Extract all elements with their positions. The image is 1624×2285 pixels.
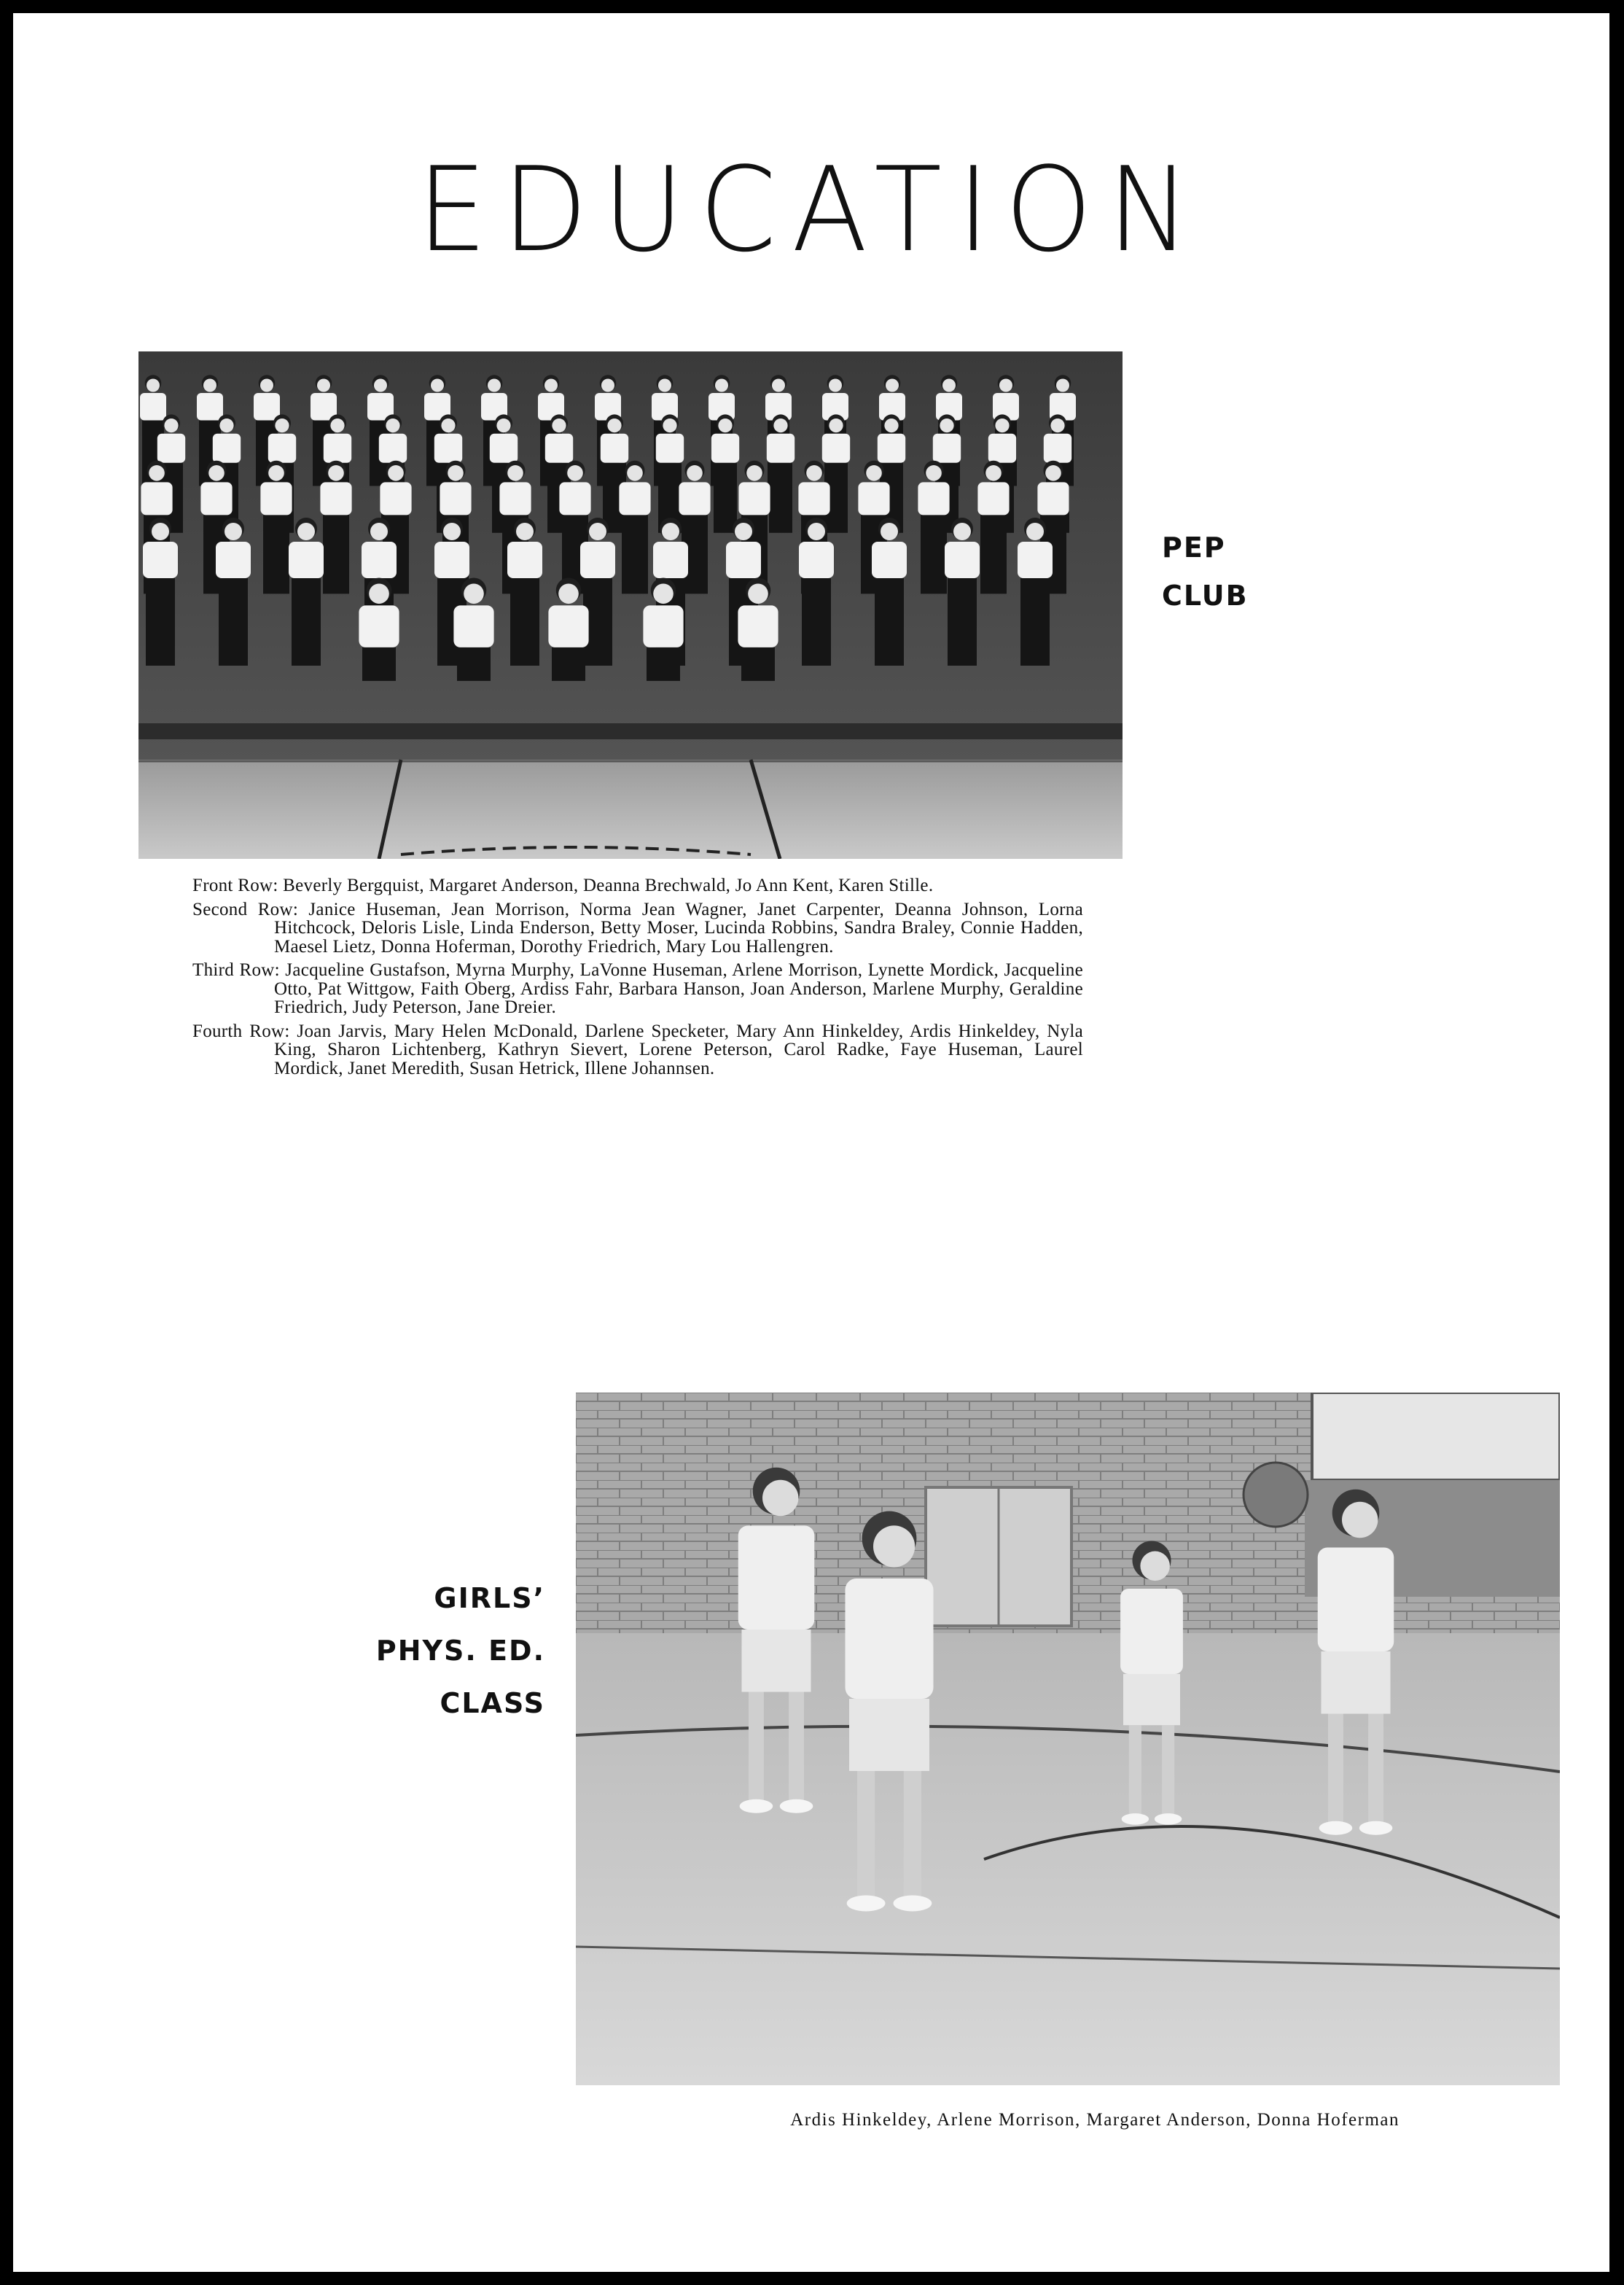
pep-club-label bbox=[1162, 523, 1249, 620]
basketball-icon bbox=[1244, 1463, 1308, 1527]
gym-photo-icon bbox=[576, 1393, 1560, 2085]
pep-label-line1: PEP bbox=[1162, 532, 1226, 564]
pep-club-photo bbox=[138, 351, 1123, 859]
caption-second-row: Second Row: Janice Huseman, Jean Morrison, Norma Jean Wagner, Janet Carpenter, Deanna Johnson, Lorna Hitchcock, Deloris Lisle, Linda Enderson, Betty Moser, Lucinda Robbins, Sandra Braley, Connie Hadden, Maesel Lietz, Donna Hoferman, Dorothy Friedrich, Mary Lou Hallengren. bbox=[192, 899, 1083, 957]
pep-label-line2: CLUB bbox=[1162, 580, 1249, 612]
yearbook-page bbox=[13, 13, 1609, 2272]
caption-fourth-row: Fourth Row: Joan Jarvis, Mary Helen McDonald, Darlene Specketer, Mary Ann Hinkeldey, Ardis Hinkeldey, Nyla King, Sharon Lichtenberg, Kathryn Sievert, Lorene Peterson, Carol Radke, Faye Huseman, Laurel Mordick, Janet Meredith, Susan Hetrick, Illene Johannsen. bbox=[192, 1021, 1083, 1078]
page-title: EDUCATION bbox=[417, 141, 1206, 278]
caption-third-row: Third Row: Jacqueline Gustafson, Myrna Murphy, LaVonne Huseman, Arlene Morrison, Lynette Mordick, Jacqueline Otto, Pat Wittgow, Faith Oberg, Ardiss Fahr, Barbara Hanson, Joan Anderson, Marlene Murphy, Geraldine Friedrich, Judy Peterson, Jane Dreier. bbox=[192, 960, 1083, 1017]
caption-front-row: Front Row: Beverly Bergquist, Margaret Anderson, Deanna Brechwald, Jo Ann Kent, Karen Stille. bbox=[192, 876, 934, 895]
group-photo-icon bbox=[138, 351, 1123, 859]
phys-ed-label-line3: CLASS bbox=[440, 1687, 545, 1719]
pep-club-caption bbox=[192, 876, 1083, 1083]
phys-ed-caption: Ardis Hinkeldey, Arlene Morrison, Margaret Anderson, Donna Hoferman bbox=[790, 2110, 1399, 2130]
phys-ed-label-line2: PHYS. ED. bbox=[375, 1635, 545, 1667]
phys-ed-photo bbox=[576, 1393, 1560, 2085]
phys-ed-label-line1: GIRLS’ bbox=[434, 1582, 545, 1614]
phys-ed-label bbox=[348, 1572, 545, 1729]
